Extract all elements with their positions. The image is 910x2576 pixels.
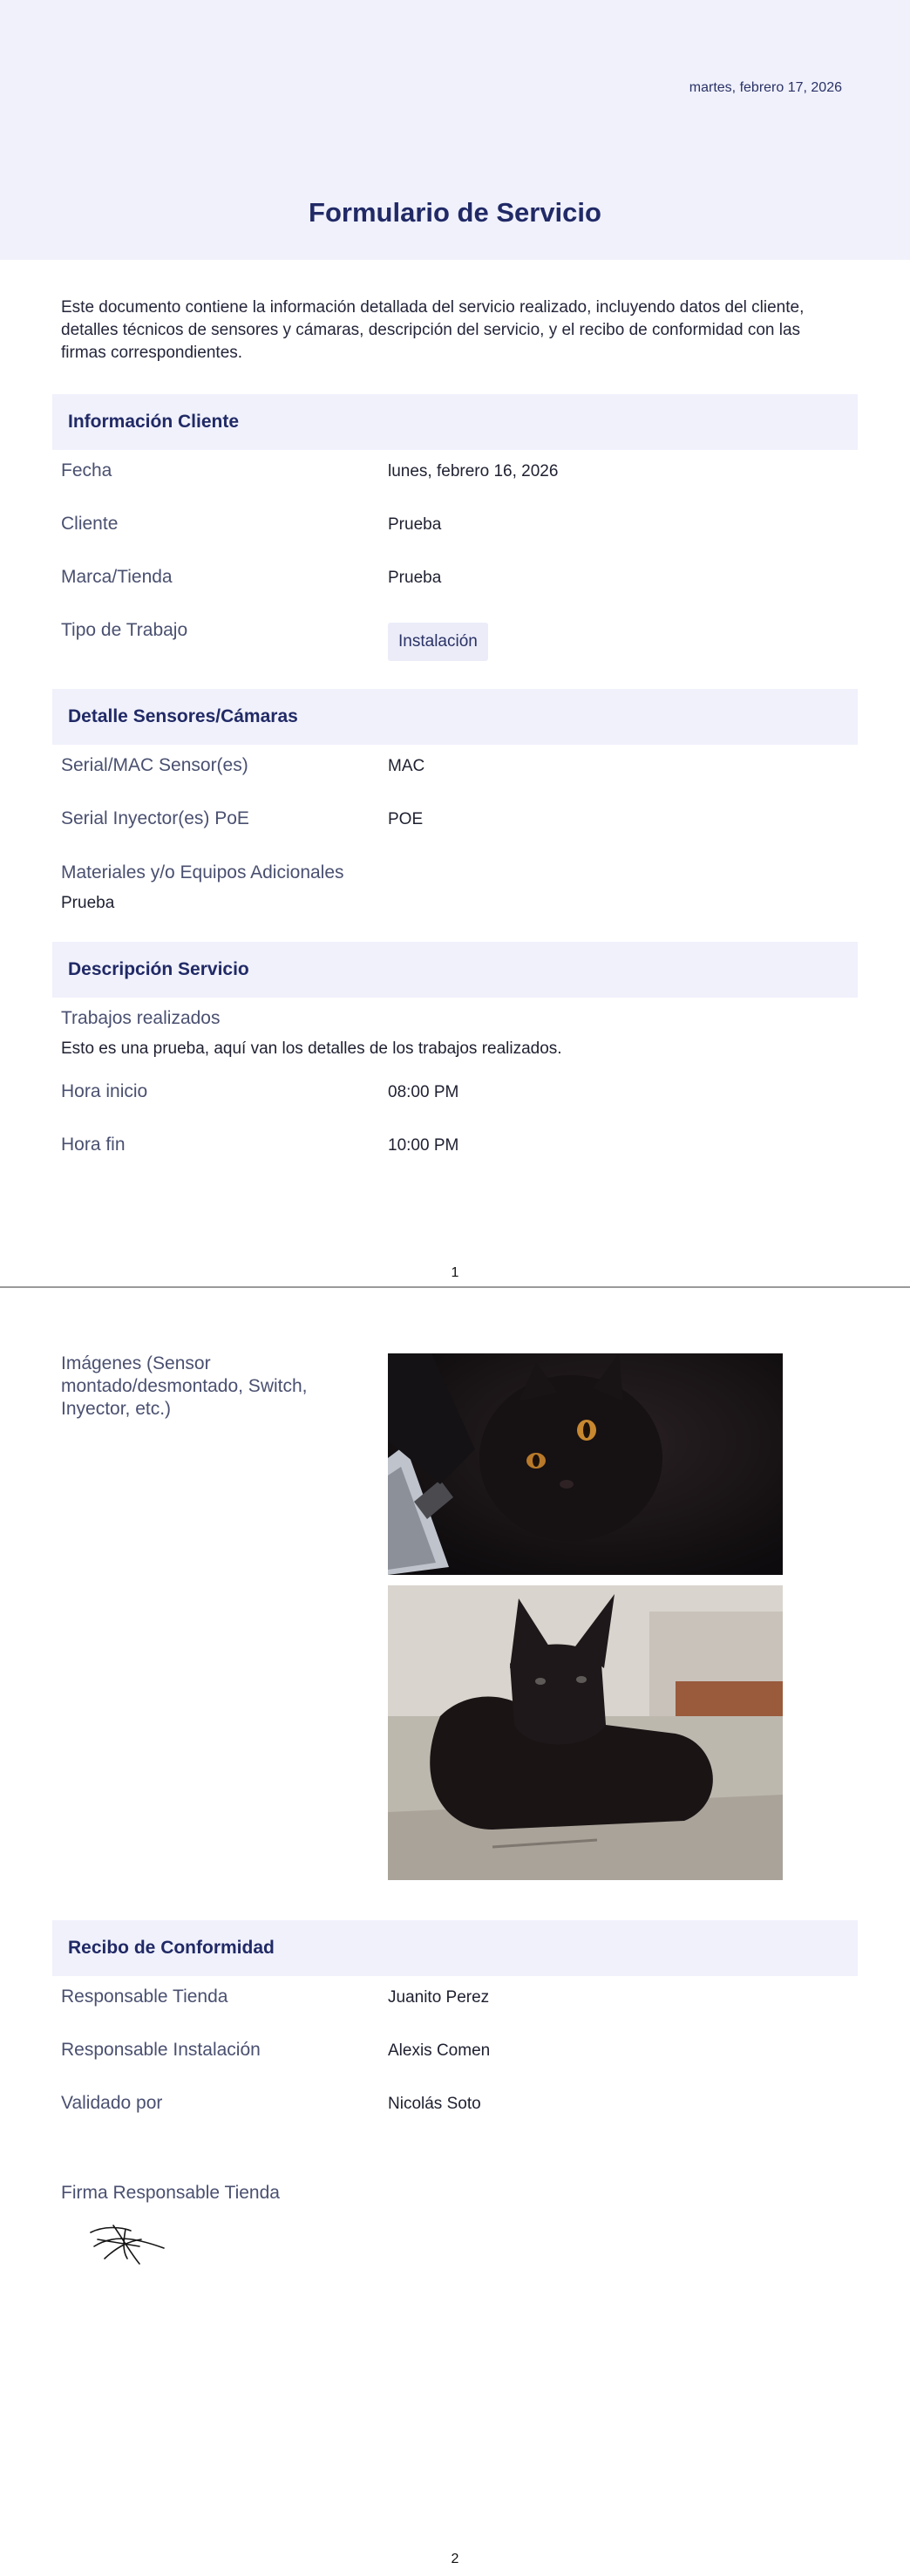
validado-value: Nicolás Soto (388, 2095, 481, 2113)
section-title: Detalle Sensores/Cámaras (68, 706, 298, 726)
hora-inicio-value: 08:00 PM (388, 1083, 459, 1101)
cliente-value: Prueba (388, 515, 442, 534)
page-number: 2 (451, 2552, 459, 2566)
firma-label: Firma Responsable Tienda (61, 2183, 280, 2203)
page-divider (0, 1286, 910, 1288)
section-title: Descripción Servicio (68, 959, 249, 979)
marca-label: Marca/Tienda (61, 567, 173, 587)
responsable-instalacion-label: Responsable Instalación (61, 2040, 261, 2060)
responsable-tienda-value: Juanito Perez (388, 1988, 490, 2007)
hora-fin-value: 10:00 PM (388, 1136, 459, 1155)
responsable-instalacion-value: Alexis Comen (388, 2041, 491, 2060)
section-header-servicio (52, 942, 858, 998)
fecha-value: lunes, febrero 16, 2026 (388, 462, 559, 480)
photo-cat-2 (388, 1585, 783, 1880)
serial-sensor-label: Serial/MAC Sensor(es) (61, 755, 248, 775)
photo-cat-1 (388, 1353, 783, 1575)
tipo-trabajo-label: Tipo de Trabajo (61, 620, 188, 640)
section-header-sensores (52, 689, 858, 745)
fecha-label: Fecha (61, 460, 112, 480)
section-title: Recibo de Conformidad (68, 1938, 275, 1958)
header-band (0, 0, 910, 260)
tipo-trabajo-badge: Instalación (388, 623, 488, 661)
section-header-cliente (52, 394, 858, 450)
page-number: 1 (451, 1265, 459, 1280)
signature-image (87, 2220, 167, 2267)
intro-paragraph: Este documento contiene la información detallada del servicio realizado, incluyendo datos del cliente, detalles técnicos de sensores y cámaras, descripción del servicio, y el recibo de conformidad con las firmas correspondientes. (61, 298, 805, 362)
hora-fin-label: Hora fin (61, 1135, 126, 1155)
materiales-label: Materiales y/o Equipos Adicionales (61, 862, 344, 883)
materiales-value: Prueba (61, 894, 115, 912)
serial-sensor-value: MAC (388, 757, 425, 775)
trabajos-label: Trabajos realizados (61, 1008, 221, 1028)
cliente-label: Cliente (61, 514, 119, 534)
hora-inicio-label: Hora inicio (61, 1081, 148, 1101)
responsable-tienda-label: Responsable Tienda (61, 1987, 228, 2007)
validado-label: Validado por (61, 2093, 163, 2113)
trabajos-value: Esto es una prueba, aquí van los detalles de los trabajos realizados. (61, 1039, 562, 1058)
header-date: martes, febrero 17, 2026 (689, 80, 842, 95)
section-header-recibo (52, 1920, 858, 1976)
page-title: Formulario de Servicio (309, 197, 601, 228)
serial-inyector-label: Serial Inyector(es) PoE (61, 808, 249, 828)
serial-inyector-value: POE (388, 810, 424, 828)
marca-value: Prueba (388, 569, 442, 587)
imagenes-label: Imágenes (Sensor montado/desmontado, Switch, Inyector, etc.) (61, 1353, 308, 1419)
section-title: Información Cliente (68, 412, 240, 432)
